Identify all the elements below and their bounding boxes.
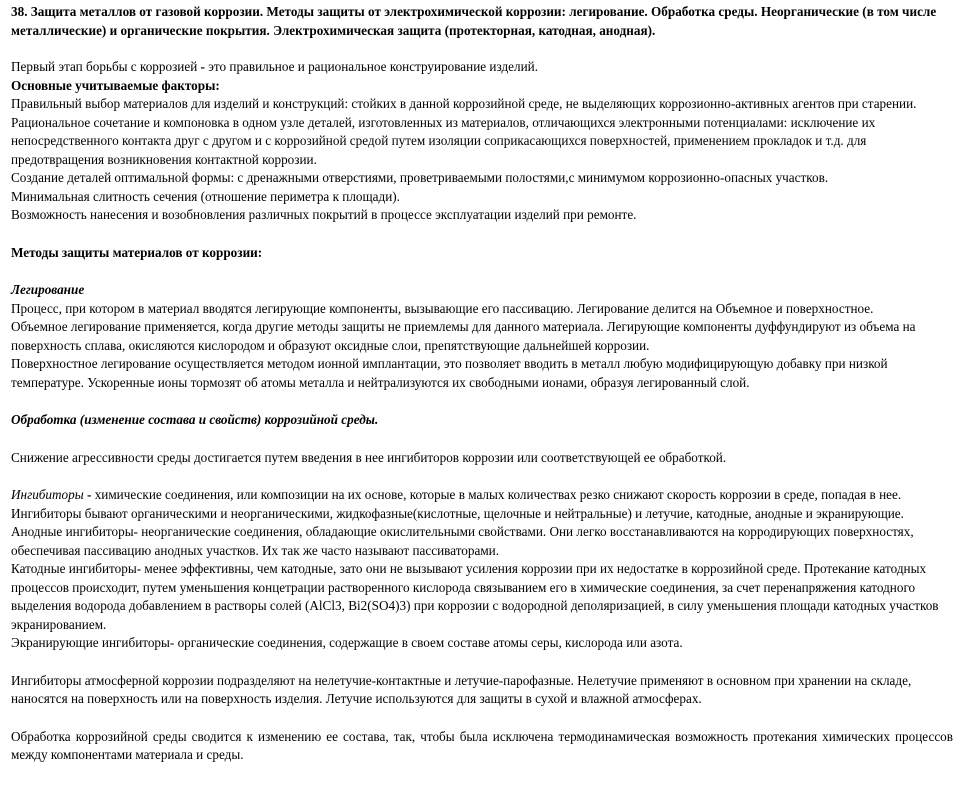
intro-paragraph — [11, 58, 953, 77]
atmospheric-inhibitors-paragraph: Ингибиторы атмосферной коррозии подразделяют на нелетучие-контактные и летучие-парофазные. Нелетучие применяют в основном при хранении на складе, наносятся на поверхность или на поверхность изделия. Летучие используются для защиты в сухой и влажной атмосферах. — [11, 672, 912, 706]
cathodic-label: Катодные ингибиторы- — [11, 561, 142, 576]
alloying-paragraph: Поверхностное легирование осуществляется методом ионной имплантации, это позволяет вводить в металл любую модифицирующую добавку при низкой температуре. Ускоренные ионы тормозят об атомы металла и нейтрализуются их свободными ионами, образуя легированный слой. — [11, 356, 888, 390]
cathodic-text: менее эффективны, чем катодные, зато они не вызывают усиления коррозии при их недостатке в коррозийной среде. Протекание катодных процессов происходит, путем уменьшения концетрации растворенного кислорода связыванием его в химические соединения, за счет перенапряжения катодного выделения водорода добавлением в растворы солей (AlCl3, Bi2(SO4)3) при коррозии с водородной деполяризацией, в силу уменьшения площади катодных участков экранированием. — [11, 561, 939, 632]
factor-item: Возможность нанесения и возобновления различных покрытий в процессе эксплуатации изделий при ремонте. — [11, 207, 637, 222]
inhibitors-dash: - — [83, 487, 95, 502]
inhibitors-definition-text: химические соединения, или композиции на их основе, которые в малых количествах резко снижают скорость коррозии в среде, попадая в нее. Ингибиторы бывают органическими и неорганическими, жидкофазные(кислотные, щелочные и нейтральные) и летучие, катодные, анодные и экранирующие. — [11, 487, 904, 521]
methods-heading: Методы защиты материалов от коррозии: — [11, 244, 263, 260]
cathodic-inhibitors — [11, 560, 953, 634]
inhibitors-term: Ингибиторы — [11, 487, 84, 502]
shielding-text: органические соединения, содержащие в своем составе атомы серы, кислорода или азота. — [174, 635, 683, 650]
shielding-label: Экранирующие ингибиторы- — [11, 635, 175, 650]
alloying-heading: Легирование — [11, 282, 85, 297]
treatment-heading: Обработка (изменение состава и свойств) коррозийной среды. — [11, 412, 379, 427]
factor-item: Минимальная слитность сечения (отношение периметра к площади). — [11, 188, 400, 204]
inhibitors-definition — [11, 486, 953, 523]
page-title: 38. Защита металлов от газовой коррозии. Методы защиты от электрохимической коррозии: легирование. Обработка среды. Неорганические (в том числе металлические) и органические покрытия. Электрохимическая защита (протекторная, катодная, анодная). — [11, 4, 937, 38]
factors-heading: Основные учитываемые факторы: — [11, 77, 220, 93]
shielding-inhibitors — [11, 634, 953, 653]
final-paragraph: Обработка коррозийной среды сводится к изменению ее состава, так, чтобы была исключена термодинамическая возможность протекания химических процессов между компонентами материала и среды. — [11, 728, 953, 762]
factor-item: Правильный выбор материалов для изделий и конструкций: стойких в данной коррозийной среде, не выделяющих коррозионно-активных агентов при старении. — [11, 96, 917, 111]
anodic-label: Анодные ингибиторы- — [11, 524, 138, 539]
intro-text-start: Первый этап борьбы с коррозией — [11, 59, 201, 74]
anodic-inhibitors — [11, 523, 953, 560]
intro-text-end: это правильное и рациональное конструирование изделий. — [204, 59, 539, 74]
factor-item: Создание деталей оптимальной формы: с дренажными отверстиями, проветриваемыми полостями,с минимумом коррозионно-опасных участков. — [11, 170, 829, 185]
alloying-paragraph: Объемное легирование применяется, когда другие методы защиты не приемлемы для данного материала. Легирующие компоненты дуффундируют из объема на поверхность сплава, окисляются кислородом и образуют оксидные слои, препятствующие дальнейшей коррозии. — [11, 319, 916, 353]
treatment-intro: Снижение агрессивности среды достигается путем введения в нее ингибиторов коррозии или соответствующей ее обработкой. — [11, 449, 727, 465]
anodic-text: неорганические соединения, обладающие окислительными свойствами. Они легко восстанавливаются на корродирующих поверхностях, обеспечивая пассивацию анодных участков. Их так же часто называют пассиваторами. — [11, 524, 914, 558]
intro-dash: - — [200, 59, 205, 74]
factor-item: Рациональное сочетание и компоновка в одном узле деталей, изготовленных из материалов, отличающихся электронными потенциалами: исключение их непосредственного контакта друг с другом и с коррозийной средой путем изоляции соприкасающихся поверхностей, применением прокладок и т.д. для предотвращения возникновения контактной коррозии. — [11, 114, 876, 167]
alloying-paragraph: Процесс, при котором в материал вводятся легирующие компоненты, вызывающие его пассивацию. Легирование делится на Объемное и поверхностное. — [11, 300, 874, 316]
